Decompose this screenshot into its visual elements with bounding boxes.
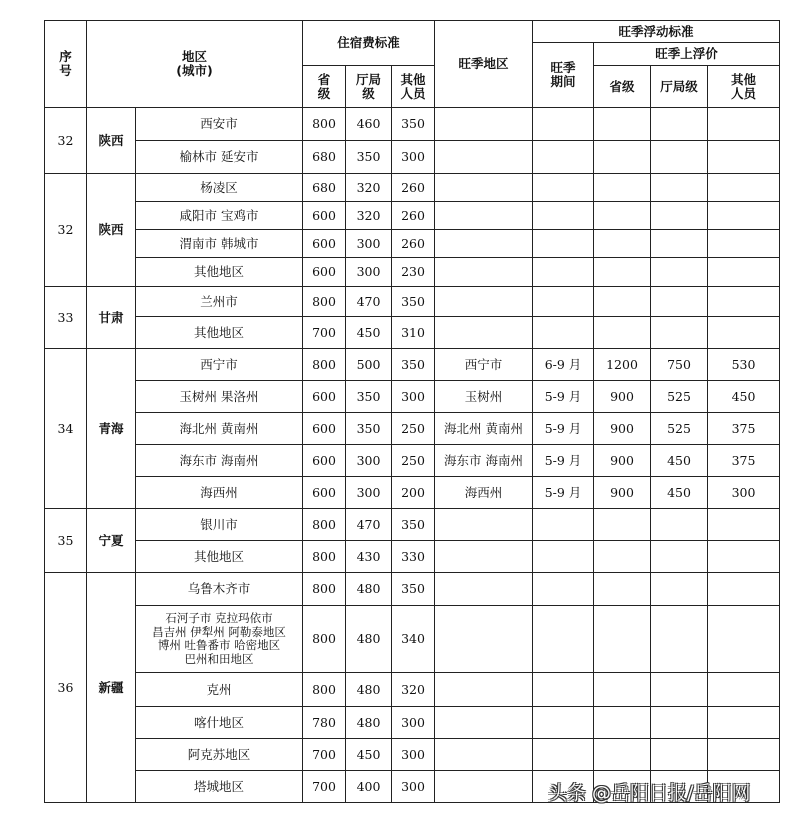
header-peak-region: 旺季地区 (435, 21, 533, 108)
peak-bureau-cell: 750 (651, 349, 708, 381)
table-row (45, 739, 780, 771)
bureau-rate-cell: 450 (346, 317, 392, 349)
other-rate-cell: 300 (392, 707, 435, 739)
province-cell: 宁夏 (87, 509, 136, 573)
peak-bureau-cell (651, 509, 708, 541)
header-peak-bureau: 厅局级 (651, 66, 708, 108)
header-region: 地区 (城市) (87, 21, 303, 108)
header-peak-markup: 旺季上浮价 (594, 43, 780, 66)
bureau-rate-cell: 480 (346, 606, 392, 673)
province-cell: 甘肃 (87, 287, 136, 349)
other-rate-cell: 200 (392, 477, 435, 509)
table-row (45, 174, 780, 202)
provincial-rate-cell: 800 (303, 606, 346, 673)
header-seq: 序号 (45, 21, 87, 108)
city-cell: 渭南市 韩城市 (136, 230, 303, 258)
city-cell: 海东市 海南州 (136, 445, 303, 477)
city-cell: 兰州市 (136, 287, 303, 317)
city-cell: 银川市 (136, 509, 303, 541)
header-peak-provincial: 省级 (594, 66, 651, 108)
bureau-rate-cell: 300 (346, 445, 392, 477)
peak-region-cell (435, 673, 533, 707)
header-other: 其他人员 (392, 66, 435, 108)
bureau-rate-cell: 470 (346, 509, 392, 541)
peak-bureau-cell: 450 (651, 477, 708, 509)
peak-provincial-cell (594, 707, 651, 739)
other-rate-cell: 300 (392, 141, 435, 174)
peak-bureau-cell (651, 230, 708, 258)
provincial-rate-cell: 700 (303, 771, 346, 803)
peak-bureau-cell (651, 606, 708, 673)
peak-provincial-cell (594, 141, 651, 174)
bureau-rate-cell: 400 (346, 771, 392, 803)
peak-region-cell (435, 541, 533, 573)
table-row (45, 477, 780, 509)
city-cell: 石河子市 克拉玛依市 昌吉州 伊犁州 阿勒泰地区 博州 吐鲁番市 哈密地区 巴州和田地区 (136, 606, 303, 673)
other-rate-cell: 260 (392, 230, 435, 258)
peak-region-cell: 海西州 (435, 477, 533, 509)
peak-other-cell (708, 673, 780, 707)
peak-period-cell (533, 141, 594, 174)
provincial-rate-cell: 600 (303, 413, 346, 445)
table-header (45, 21, 780, 108)
peak-period-cell (533, 108, 594, 141)
peak-period-cell (533, 509, 594, 541)
peak-period-cell (533, 287, 594, 317)
bureau-rate-cell: 300 (346, 477, 392, 509)
header-peak-period: 旺季期间 (533, 43, 594, 108)
header-lodging-standard: 住宿费标准 (303, 21, 435, 66)
peak-bureau-cell (651, 202, 708, 230)
peak-region-cell: 海北州 黄南州 (435, 413, 533, 445)
bureau-rate-cell: 470 (346, 287, 392, 317)
peak-bureau-cell (651, 317, 708, 349)
city-cell: 咸阳市 宝鸡市 (136, 202, 303, 230)
other-rate-cell: 350 (392, 287, 435, 317)
provincial-rate-cell: 600 (303, 258, 346, 287)
city-cell: 其他地区 (136, 258, 303, 287)
watermark: 头条 @岳阳日报/岳阳网 (548, 782, 751, 804)
peak-region-cell: 海东市 海南州 (435, 445, 533, 477)
peak-provincial-cell: 900 (594, 445, 651, 477)
city-cell: 榆林市 延安市 (136, 141, 303, 174)
peak-period-cell (533, 541, 594, 573)
city-cell: 其他地区 (136, 541, 303, 573)
province-cell: 陕西 (87, 174, 136, 287)
peak-other-cell: 375 (708, 413, 780, 445)
table-row (45, 230, 780, 258)
provincial-rate-cell: 800 (303, 349, 346, 381)
other-rate-cell: 310 (392, 317, 435, 349)
city-cell: 玉树州 果洛州 (136, 381, 303, 413)
table-row (45, 287, 780, 317)
peak-region-cell (435, 606, 533, 673)
peak-region-cell (435, 258, 533, 287)
peak-bureau-cell (651, 287, 708, 317)
bureau-rate-cell: 450 (346, 739, 392, 771)
peak-other-cell: 530 (708, 349, 780, 381)
peak-provincial-cell (594, 317, 651, 349)
peak-provincial-cell (594, 108, 651, 141)
seq-cell: 33 (45, 287, 87, 349)
city-cell: 海北州 黄南州 (136, 413, 303, 445)
peak-provincial-cell (594, 606, 651, 673)
other-rate-cell: 250 (392, 413, 435, 445)
peak-bureau-cell (651, 258, 708, 287)
seq-cell: 36 (45, 573, 87, 803)
peak-period-cell (533, 202, 594, 230)
table-row (45, 707, 780, 739)
city-cell: 塔城地区 (136, 771, 303, 803)
peak-region-cell (435, 317, 533, 349)
provincial-rate-cell: 780 (303, 707, 346, 739)
peak-provincial-cell (594, 509, 651, 541)
peak-other-cell (708, 707, 780, 739)
bureau-rate-cell: 350 (346, 381, 392, 413)
peak-other-cell (708, 202, 780, 230)
city-cell: 喀什地区 (136, 707, 303, 739)
peak-period-cell (533, 230, 594, 258)
peak-region-cell (435, 573, 533, 606)
bureau-rate-cell: 320 (346, 174, 392, 202)
province-cell: 陕西 (87, 108, 136, 174)
bureau-rate-cell: 500 (346, 349, 392, 381)
peak-bureau-cell (651, 673, 708, 707)
city-cell: 克州 (136, 673, 303, 707)
table-row (45, 413, 780, 445)
peak-period-cell: 5-9 月 (533, 477, 594, 509)
peak-bureau-cell (651, 541, 708, 573)
peak-bureau-cell: 525 (651, 381, 708, 413)
peak-region-cell (435, 287, 533, 317)
peak-other-cell (708, 606, 780, 673)
seq-cell: 34 (45, 349, 87, 509)
provincial-rate-cell: 680 (303, 141, 346, 174)
provincial-rate-cell: 600 (303, 230, 346, 258)
other-rate-cell: 350 (392, 573, 435, 606)
province-cell: 青海 (87, 349, 136, 509)
other-rate-cell: 350 (392, 349, 435, 381)
city-cell: 西宁市 (136, 349, 303, 381)
peak-provincial-cell (594, 541, 651, 573)
table-row (45, 381, 780, 413)
header-provincial: 省级 (303, 66, 346, 108)
peak-provincial-cell (594, 202, 651, 230)
seq-cell: 32 (45, 108, 87, 174)
table-row (45, 317, 780, 349)
peak-region-cell: 西宁市 (435, 349, 533, 381)
table-row (45, 573, 780, 606)
peak-period-cell (533, 174, 594, 202)
seq-cell: 35 (45, 509, 87, 573)
provincial-rate-cell: 800 (303, 541, 346, 573)
city-cell: 西安市 (136, 108, 303, 141)
provincial-rate-cell: 800 (303, 287, 346, 317)
peak-period-cell (533, 707, 594, 739)
table-row (45, 141, 780, 174)
bureau-rate-cell: 480 (346, 707, 392, 739)
peak-other-cell: 375 (708, 445, 780, 477)
bureau-rate-cell: 300 (346, 258, 392, 287)
peak-bureau-cell: 450 (651, 445, 708, 477)
city-cell: 其他地区 (136, 317, 303, 349)
province-cell: 新疆 (87, 573, 136, 803)
table-row (45, 202, 780, 230)
other-rate-cell: 340 (392, 606, 435, 673)
provincial-rate-cell: 800 (303, 509, 346, 541)
seq-cell: 32 (45, 174, 87, 287)
peak-period-cell: 5-9 月 (533, 445, 594, 477)
provincial-rate-cell: 800 (303, 108, 346, 141)
peak-bureau-cell (651, 141, 708, 174)
table-body (45, 108, 780, 803)
peak-region-cell: 玉树州 (435, 381, 533, 413)
other-rate-cell: 250 (392, 445, 435, 477)
peak-region-cell (435, 202, 533, 230)
peak-period-cell (533, 673, 594, 707)
peak-region-cell (435, 707, 533, 739)
other-rate-cell: 260 (392, 202, 435, 230)
peak-provincial-cell (594, 258, 651, 287)
provincial-rate-cell: 600 (303, 202, 346, 230)
peak-period-cell: 5-9 月 (533, 381, 594, 413)
peak-period-cell (533, 317, 594, 349)
peak-region-cell (435, 141, 533, 174)
peak-bureau-cell (651, 108, 708, 141)
peak-other-cell (708, 230, 780, 258)
peak-bureau-cell (651, 174, 708, 202)
peak-bureau-cell (651, 707, 708, 739)
provincial-rate-cell: 700 (303, 317, 346, 349)
other-rate-cell: 300 (392, 739, 435, 771)
table-row (45, 673, 780, 707)
peak-region-cell (435, 230, 533, 258)
header-bureau: 厅局级 (346, 66, 392, 108)
city-cell: 阿克苏地区 (136, 739, 303, 771)
peak-bureau-cell (651, 739, 708, 771)
provincial-rate-cell: 800 (303, 573, 346, 606)
table-row (45, 445, 780, 477)
provincial-rate-cell: 600 (303, 381, 346, 413)
other-rate-cell: 330 (392, 541, 435, 573)
other-rate-cell: 350 (392, 509, 435, 541)
table-row (45, 606, 780, 673)
peak-provincial-cell (594, 174, 651, 202)
peak-other-cell (708, 573, 780, 606)
peak-bureau-cell (651, 573, 708, 606)
peak-region-cell (435, 739, 533, 771)
bureau-rate-cell: 430 (346, 541, 392, 573)
provincial-rate-cell: 600 (303, 445, 346, 477)
peak-region-cell (435, 174, 533, 202)
peak-other-cell (708, 108, 780, 141)
peak-period-cell (533, 258, 594, 287)
bureau-rate-cell: 480 (346, 673, 392, 707)
peak-other-cell (708, 739, 780, 771)
peak-other-cell (708, 541, 780, 573)
bureau-rate-cell: 300 (346, 230, 392, 258)
bureau-rate-cell: 320 (346, 202, 392, 230)
header-peak-other: 其他人员 (708, 66, 780, 108)
peak-bureau-cell: 525 (651, 413, 708, 445)
peak-period-cell (533, 573, 594, 606)
peak-provincial-cell (594, 287, 651, 317)
peak-other-cell: 300 (708, 477, 780, 509)
peak-other-cell (708, 287, 780, 317)
peak-provincial-cell: 900 (594, 477, 651, 509)
header-peak-float-standard: 旺季浮动标准 (533, 21, 780, 43)
peak-other-cell (708, 141, 780, 174)
provincial-rate-cell: 600 (303, 477, 346, 509)
table-row (45, 108, 780, 141)
provincial-rate-cell: 680 (303, 174, 346, 202)
peak-other-cell (708, 509, 780, 541)
peak-provincial-cell (594, 573, 651, 606)
city-cell: 杨凌区 (136, 174, 303, 202)
peak-period-cell (533, 739, 594, 771)
peak-region-cell (435, 108, 533, 141)
bureau-rate-cell: 460 (346, 108, 392, 141)
bureau-rate-cell: 480 (346, 573, 392, 606)
table-row (45, 541, 780, 573)
bureau-rate-cell: 350 (346, 413, 392, 445)
city-cell: 乌鲁木齐市 (136, 573, 303, 606)
peak-region-cell (435, 509, 533, 541)
peak-other-cell: 450 (708, 381, 780, 413)
bureau-rate-cell: 350 (346, 141, 392, 174)
peak-provincial-cell (594, 673, 651, 707)
other-rate-cell: 230 (392, 258, 435, 287)
lodging-standard-table (44, 20, 780, 803)
peak-period-cell: 5-9 月 (533, 413, 594, 445)
peak-provincial-cell (594, 739, 651, 771)
other-rate-cell: 350 (392, 108, 435, 141)
table-row (45, 349, 780, 381)
provincial-rate-cell: 800 (303, 673, 346, 707)
other-rate-cell: 300 (392, 381, 435, 413)
other-rate-cell: 320 (392, 673, 435, 707)
peak-provincial-cell: 1200 (594, 349, 651, 381)
peak-period-cell: 6-9 月 (533, 349, 594, 381)
other-rate-cell: 300 (392, 771, 435, 803)
peak-period-cell (533, 606, 594, 673)
city-cell: 海西州 (136, 477, 303, 509)
table-row (45, 258, 780, 287)
peak-other-cell (708, 317, 780, 349)
other-rate-cell: 260 (392, 174, 435, 202)
peak-provincial-cell (594, 230, 651, 258)
peak-region-cell (435, 771, 533, 803)
provincial-rate-cell: 700 (303, 739, 346, 771)
peak-provincial-cell: 900 (594, 413, 651, 445)
peak-other-cell (708, 174, 780, 202)
table-row (45, 509, 780, 541)
peak-provincial-cell: 900 (594, 381, 651, 413)
peak-other-cell (708, 258, 780, 287)
